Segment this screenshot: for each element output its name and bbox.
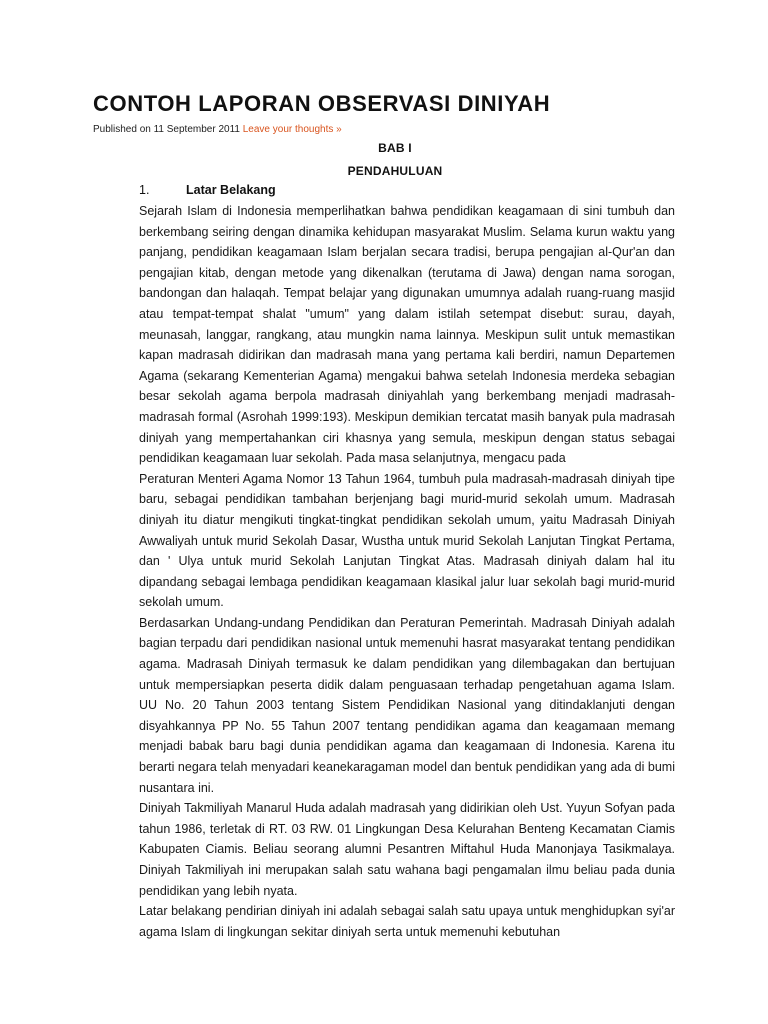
publish-info [93, 124, 342, 135]
paragraph: Sejarah Islam di Indonesia memperlihatkan bahwa pendidikan keagamaan di sini tumbuh dan berkembang seiring dengan dinamika kehidupan masyarakat Muslim. Selama kurun waktu yang panjang, pendidikan keagamaan Islam berjalan secara tradisi, berupa pengajian al-Qur'an dan pengajian kitab, dengan metode yang dikenalkan (terutama di Jawa) dengan nama sorogan, bandongan dan halaqah. Tempat belajar yang digunakan umumnya adalah ruang-ruang masjid atau tempat-tempat shalat "umum" yang dalam istilah setempat disebut: surau, dayah, meunasah, langgar, rangkang, atau mungkin nama lainnya. Meskipun sulit untuk memastikan kapan madrasah didirikan dan madrasah mana yang pertama kali berdiri, namun Departemen Agama (sekarang Kementerian Agama) mengakui bahwa setelah Indonesia merdeka sebagian besar sekolah agama berpola madrasah diniyahlah yang berkembang menjadi madrasah-madrasah formal (Asrohah 1999:193). Meskipun demikian tercatat masih banyak pula madrasah diniyah yang mempertahankan ciri khasnya yang semula, meskipun dengan status sebagai pendidikan keagamaan luar sekolah. Pada masa selanjutnya, mengacu pada [139, 204, 675, 466]
section-heading [139, 183, 276, 197]
publish-date: Published on 11 September 2011 [93, 124, 240, 135]
paragraph: Berdasarkan Undang-undang Pendidikan dan Peraturan Pemerintah. Madrasah Diniyah adalah bagian terpadu dari pendidikan nasional untuk memenuhi hasrat masyarakat tentang pendidikan agama. Madrasah Diniyah termasuk ke dalam pendidikan yang dilembagakan dan bertujuan untuk mempersiapkan peserta didik dalam penguasaan terhadap pengetahuan agama Islam. UU No. 20 Tahun 2003 tentang Sistem Pendidikan Nasional yang ditindaklanjuti dengan disyahkannya PP No. 55 Tahun 2007 tentang pendidikan agama dan keagamaan memang menjadi babak baru bagi dunia pendidikan agama dan keagamaan di Indonesia. Karena itu berarti negara telah menyadari keanekaragaman model dan bentuk pendidikan yang ada di bumi nusantara ini. [139, 615, 675, 795]
body-text [139, 201, 675, 942]
section-number: 1. [139, 183, 150, 197]
leave-thoughts-link[interactable]: Leave your thoughts » [242, 124, 342, 135]
section-title: Latar Belakang [186, 183, 276, 197]
paragraph: Diniyah Takmiliyah Manarul Huda adalah madrasah yang didirikian oleh Ust. Yuyun Sofyan pada tahun 1986, terletak di RT. 03 RW. 01 Lingkungan Desa Kelurahan Benteng Kecamatan Ciamis Kabupaten Ciamis. Beliau seorang alumni Pesantren Miftahul Huda Manonjaya Tasikmalaya. Diniyah Takmiliyah ini merupakan salah satu wahana bagi pengamalan ilmu beliau pada dunia pendidikan yang lebih nyata. [139, 801, 675, 898]
document-title: CONTOH LAPORAN OBSERVASI DINIYAH [93, 91, 551, 116]
chapter-title: PENDAHULUAN [347, 164, 443, 178]
chapter-number: BAB I [378, 141, 412, 155]
paragraph: Latar belakang pendirian diniyah ini adalah sebagai salah satu upaya untuk menghidupkan syi'ar agama Islam di lingkungan sekitar diniyah serta untuk memenuhi kebutuhan [139, 904, 675, 939]
paragraph: Peraturan Menteri Agama Nomor 13 Tahun 1964, tumbuh pula madrasah-madrasah diniyah tipe baru, sebagai pendidikan tambahan berjenjang bagi murid-murid sekolah umum. Madrasah diniyah itu diatur mengikuti tingkat-tingkat pendidikan sekolah umum, yaitu Madrasah Diniyah Awwaliyah untuk murid Sekolah Dasar, Wustha untuk murid Sekolah Lanjutan Tingkat Pertama, dan ' Ulya untuk murid Sekolah Lanjutan Tingkat Atas. Madrasah diniyah dalam hal itu dipandang sebagai lembaga pendidikan keagamaan klasikal jalur luar sekolah bagi murid-murid sekolah umum. [139, 471, 675, 610]
